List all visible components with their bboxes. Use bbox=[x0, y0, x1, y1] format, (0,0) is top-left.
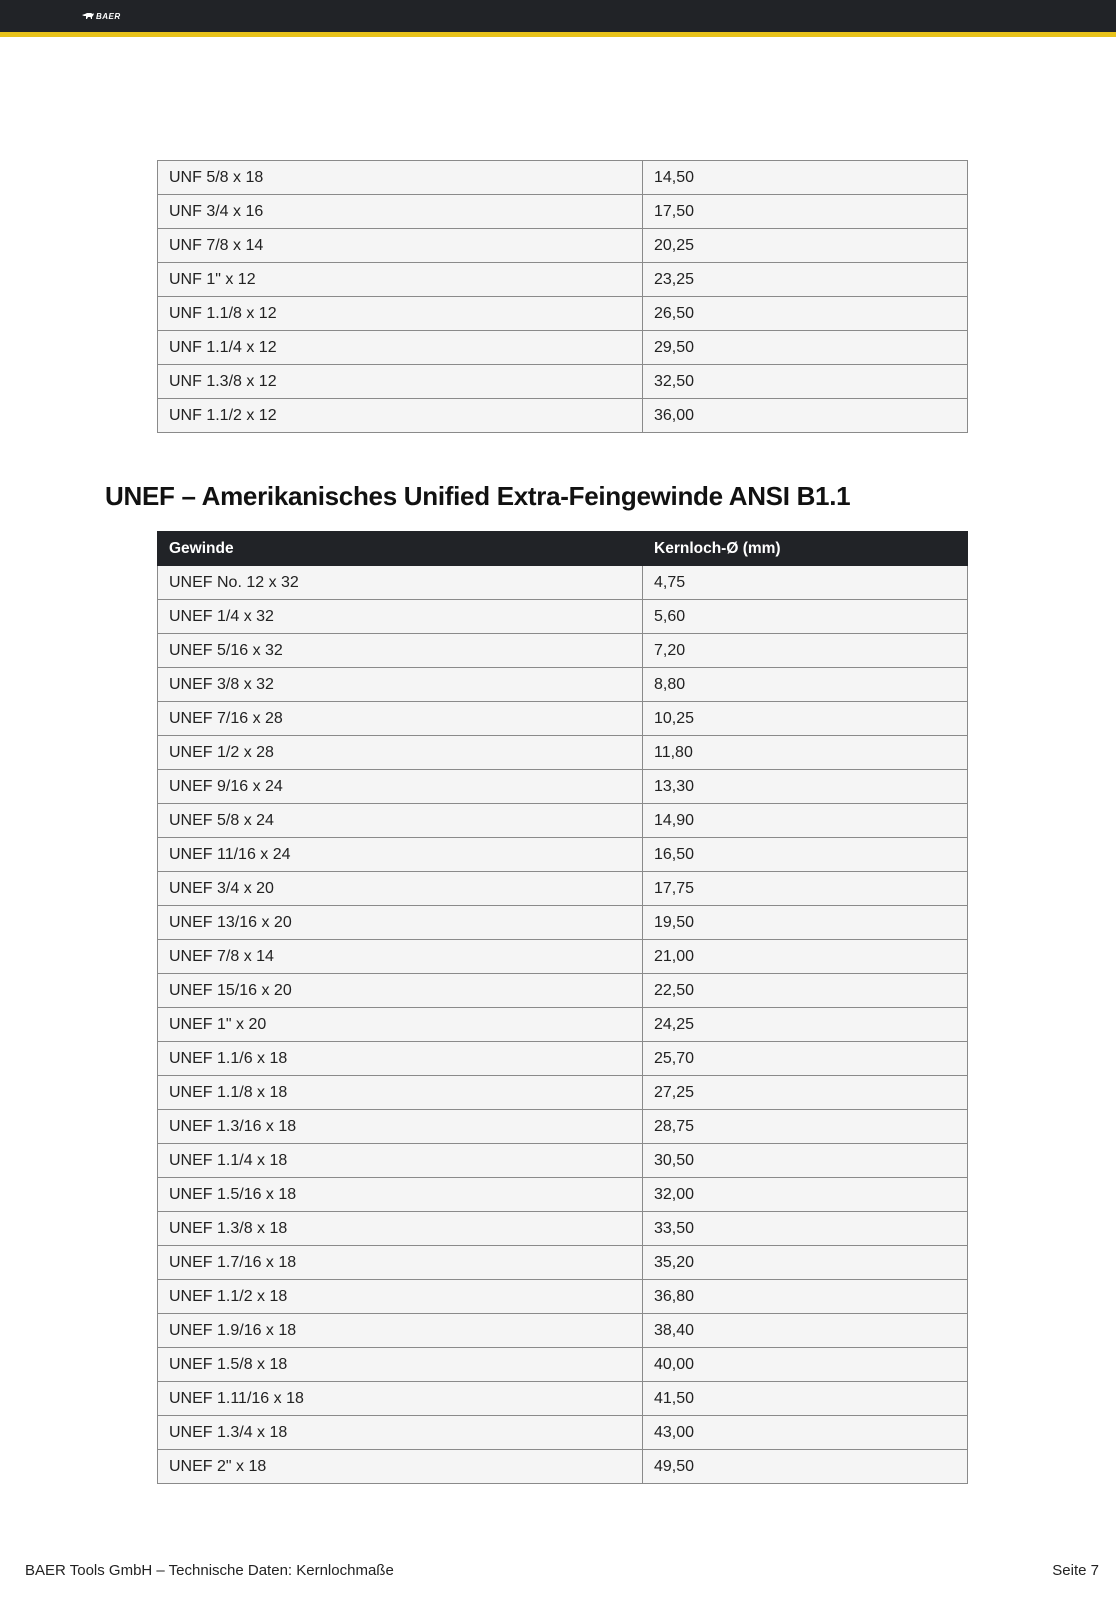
table-row bbox=[158, 838, 968, 872]
table-row bbox=[158, 229, 968, 263]
table-row bbox=[158, 600, 968, 634]
thread-cell: UNEF 1.3/4 x 18 bbox=[158, 1416, 643, 1450]
thread-cell: UNEF 1.1/8 x 18 bbox=[158, 1076, 643, 1110]
core-hole-cell: 25,70 bbox=[643, 1042, 968, 1076]
core-hole-cell: 4,75 bbox=[643, 566, 968, 600]
table-row bbox=[158, 702, 968, 736]
core-hole-cell: 24,25 bbox=[643, 1008, 968, 1042]
thread-cell: UNEF 1.11/16 x 18 bbox=[158, 1382, 643, 1416]
table-row bbox=[158, 161, 968, 195]
thread-cell: UNEF 3/4 x 20 bbox=[158, 872, 643, 906]
table-row bbox=[158, 566, 968, 600]
core-hole-cell: 5,60 bbox=[643, 600, 968, 634]
table-row bbox=[158, 1212, 968, 1246]
table-row bbox=[158, 1246, 968, 1280]
thread-cell: UNEF 1" x 20 bbox=[158, 1008, 643, 1042]
section-heading: UNEF – Amerikanisches Unified Extra-Feingewinde ANSI B1.1 bbox=[105, 481, 851, 511]
baer-logo bbox=[82, 9, 121, 23]
thread-cell: UNEF 1.1/2 x 18 bbox=[158, 1280, 643, 1314]
core-hole-cell: 38,40 bbox=[643, 1314, 968, 1348]
table-row bbox=[158, 906, 968, 940]
core-hole-cell: 23,25 bbox=[643, 263, 968, 297]
thread-cell: UNEF 1.5/16 x 18 bbox=[158, 1178, 643, 1212]
core-hole-cell: 43,00 bbox=[643, 1416, 968, 1450]
thread-cell: UNEF 1.7/16 x 18 bbox=[158, 1246, 643, 1280]
table-row bbox=[158, 1076, 968, 1110]
header-accent-stripe bbox=[0, 32, 1116, 37]
table-row bbox=[158, 974, 968, 1008]
core-hole-cell: 29,50 bbox=[643, 331, 968, 365]
core-hole-cell: 7,20 bbox=[643, 634, 968, 668]
core-hole-cell: 14,90 bbox=[643, 804, 968, 838]
thread-cell: UNEF 1.1/4 x 18 bbox=[158, 1144, 643, 1178]
table-row bbox=[158, 1382, 968, 1416]
table-row bbox=[158, 736, 968, 770]
thread-cell: UNEF 13/16 x 20 bbox=[158, 906, 643, 940]
core-hole-cell: 35,20 bbox=[643, 1246, 968, 1280]
core-hole-cell: 22,50 bbox=[643, 974, 968, 1008]
core-hole-cell: 10,25 bbox=[643, 702, 968, 736]
table-row bbox=[158, 1110, 968, 1144]
core-hole-cell: 20,25 bbox=[643, 229, 968, 263]
table-row bbox=[158, 1348, 968, 1382]
thread-cell: UNEF 1.9/16 x 18 bbox=[158, 1314, 643, 1348]
column-header-core-hole: Kernloch-Ø (mm) bbox=[643, 532, 968, 566]
thread-cell: UNEF 1.3/8 x 18 bbox=[158, 1212, 643, 1246]
core-hole-cell: 11,80 bbox=[643, 736, 968, 770]
thread-cell: UNEF 1.1/6 x 18 bbox=[158, 1042, 643, 1076]
core-hole-cell: 13,30 bbox=[643, 770, 968, 804]
thread-cell: UNEF 1/2 x 28 bbox=[158, 736, 643, 770]
footer-page-number: Seite 7 bbox=[1052, 1562, 1099, 1579]
core-hole-cell: 14,50 bbox=[643, 161, 968, 195]
thread-cell: UNEF 7/8 x 14 bbox=[158, 940, 643, 974]
core-hole-cell: 32,00 bbox=[643, 1178, 968, 1212]
core-hole-cell: 19,50 bbox=[643, 906, 968, 940]
thread-cell: UNEF 3/8 x 32 bbox=[158, 668, 643, 702]
core-hole-cell: 27,25 bbox=[643, 1076, 968, 1110]
core-hole-cell: 21,00 bbox=[643, 940, 968, 974]
bull-icon bbox=[82, 12, 94, 20]
thread-cell: UNF 1.1/2 x 12 bbox=[158, 399, 643, 433]
table-row bbox=[158, 1144, 968, 1178]
thread-cell: UNF 1" x 12 bbox=[158, 263, 643, 297]
table-row bbox=[158, 804, 968, 838]
footer-company-title: BAER Tools GmbH – Technische Daten: Kernlochmaße bbox=[25, 1562, 394, 1579]
core-hole-cell: 28,75 bbox=[643, 1110, 968, 1144]
thread-cell: UNEF 2" x 18 bbox=[158, 1450, 643, 1484]
column-header-thread: Gewinde bbox=[158, 532, 643, 566]
thread-cell: UNEF 1.3/16 x 18 bbox=[158, 1110, 643, 1144]
table-row bbox=[158, 195, 968, 229]
thread-cell: UNF 1.1/8 x 12 bbox=[158, 297, 643, 331]
table-header-row bbox=[158, 532, 968, 566]
core-hole-cell: 26,50 bbox=[643, 297, 968, 331]
thread-cell: UNF 7/8 x 14 bbox=[158, 229, 643, 263]
core-hole-cell: 8,80 bbox=[643, 668, 968, 702]
unf-table bbox=[157, 160, 968, 433]
table-row bbox=[158, 1178, 968, 1212]
page-header-bar bbox=[0, 0, 1116, 32]
thread-cell: UNEF 5/8 x 24 bbox=[158, 804, 643, 838]
logo-text: BAER bbox=[96, 11, 121, 21]
thread-cell: UNEF 5/16 x 32 bbox=[158, 634, 643, 668]
thread-cell: UNF 1.1/4 x 12 bbox=[158, 331, 643, 365]
unef-table bbox=[157, 531, 968, 1484]
core-hole-cell: 33,50 bbox=[643, 1212, 968, 1246]
core-hole-cell: 41,50 bbox=[643, 1382, 968, 1416]
core-hole-cell: 16,50 bbox=[643, 838, 968, 872]
table-row bbox=[158, 940, 968, 974]
thread-cell: UNEF 11/16 x 24 bbox=[158, 838, 643, 872]
table-row bbox=[158, 872, 968, 906]
table-row bbox=[158, 1280, 968, 1314]
core-hole-cell: 17,50 bbox=[643, 195, 968, 229]
core-hole-cell: 32,50 bbox=[643, 365, 968, 399]
core-hole-cell: 36,80 bbox=[643, 1280, 968, 1314]
table-row bbox=[158, 770, 968, 804]
thread-cell: UNEF 1/4 x 32 bbox=[158, 600, 643, 634]
table-row bbox=[158, 1008, 968, 1042]
core-hole-cell: 40,00 bbox=[643, 1348, 968, 1382]
table-row bbox=[158, 634, 968, 668]
core-hole-cell: 36,00 bbox=[643, 399, 968, 433]
table-row bbox=[158, 1450, 968, 1484]
table-row bbox=[158, 297, 968, 331]
table-row bbox=[158, 1416, 968, 1450]
table-row bbox=[158, 399, 968, 433]
thread-cell: UNEF 15/16 x 20 bbox=[158, 974, 643, 1008]
table-row bbox=[158, 1314, 968, 1348]
thread-cell: UNF 1.3/8 x 12 bbox=[158, 365, 643, 399]
thread-cell: UNEF No. 12 x 32 bbox=[158, 566, 643, 600]
table-row bbox=[158, 263, 968, 297]
table-row bbox=[158, 668, 968, 702]
thread-cell: UNEF 9/16 x 24 bbox=[158, 770, 643, 804]
table-row bbox=[158, 331, 968, 365]
table-row bbox=[158, 1042, 968, 1076]
thread-cell: UNEF 7/16 x 28 bbox=[158, 702, 643, 736]
table-row bbox=[158, 365, 968, 399]
thread-cell: UNF 3/4 x 16 bbox=[158, 195, 643, 229]
thread-cell: UNF 5/8 x 18 bbox=[158, 161, 643, 195]
core-hole-cell: 17,75 bbox=[643, 872, 968, 906]
thread-cell: UNEF 1.5/8 x 18 bbox=[158, 1348, 643, 1382]
core-hole-cell: 30,50 bbox=[643, 1144, 968, 1178]
core-hole-cell: 49,50 bbox=[643, 1450, 968, 1484]
